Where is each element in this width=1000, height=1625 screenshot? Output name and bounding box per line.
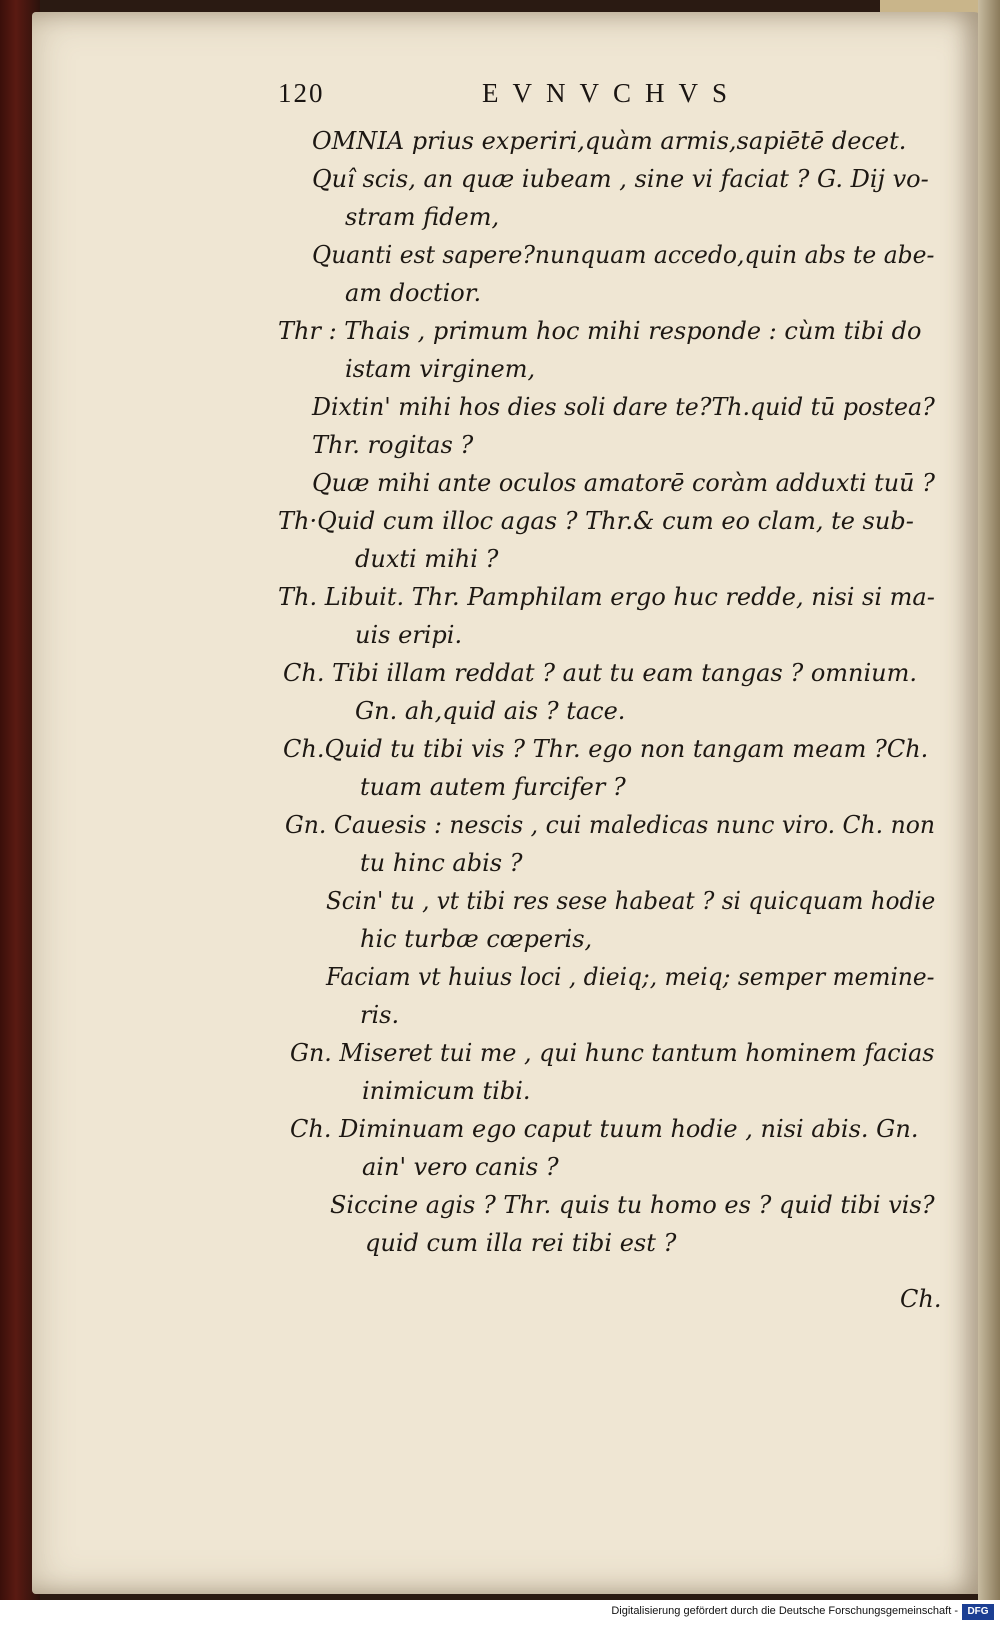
text-line: Dixtin' mihi hos dies soli dare te?Th.quid tū postea? <box>312 393 935 421</box>
text-line: Quanti est sapere?nunquam accedo,quin abs te abe- <box>312 241 935 269</box>
text-line: Thr. rogitas ? <box>312 431 474 459</box>
text-line: Th. Libuit. Thr. Pamphilam ergo huc redde, nisi si ma- <box>278 583 935 611</box>
text-line: Ch. Diminuam ego caput tuum hodie , nisi abis. Gn. <box>290 1115 919 1143</box>
text-line: hic turbæ cœperis, <box>360 925 593 953</box>
text-line: uis eripi. <box>355 621 463 649</box>
text-line: tuam autem furcifer ? <box>360 773 626 801</box>
text-line: Gn. Cauesis : nescis , cui maledicas nunc viro. Ch. non <box>285 811 935 839</box>
text-line: duxti mihi ? <box>355 545 499 573</box>
text-line: quid cum illa rei tibi est ? <box>365 1229 677 1257</box>
page-number: 120 <box>278 78 325 108</box>
text-line: Quî scis, an quæ iubeam , sine vi faciat ? G. Dij vo- <box>312 165 929 193</box>
text-line: Siccine agis ? Thr. quis tu homo es ? quid tibi vis? <box>330 1191 935 1219</box>
catchword: Ch. <box>900 1285 942 1313</box>
text-line: Th·Quid cum illoc agas ? Thr.& cum eo clam, te sub- <box>278 507 914 535</box>
text-line: Faciam vt huius loci , dieiq;, meiq; semper memine- <box>326 963 935 991</box>
text-line: Gn. ah,quid ais ? tace. <box>355 697 626 725</box>
text-line: inimicum tibi. <box>362 1077 531 1105</box>
text-line: stram fidem, <box>345 203 500 231</box>
text-line: am doctior. <box>345 279 482 307</box>
running-title: EVNVCHVS <box>482 78 742 108</box>
text-line: ain' vero canis ? <box>362 1153 559 1181</box>
text-line: istam virginem, <box>345 355 536 383</box>
text-line: OMNIA prius experiri,quàm armis,sapiētē decet. <box>312 127 907 155</box>
text-line: Thr : Thais , primum hoc mihi responde : cùm tibi do <box>278 317 922 345</box>
dfg-logo: DFG <box>962 1604 994 1620</box>
text-line: Ch. Tibi illam reddat ? aut tu eam tangas ? omnium. <box>283 659 918 687</box>
page-edge <box>978 0 1000 1600</box>
footer-bar <box>0 1600 1000 1625</box>
text-line: Quæ mihi ante oculos amatorē coràm adduxti tuū ? <box>312 469 935 497</box>
text-line: ris. <box>360 1001 400 1029</box>
text-line: Ch.Quid tu tibi vis ? Thr. ego non tangam meam ?Ch. <box>283 735 929 763</box>
text-line: Scin' tu , vt tibi res sese habeat ? si quicquam hodie <box>326 887 936 915</box>
text-line: Gn. Miseret tui me , qui hunc tantum hominem facias <box>290 1039 935 1067</box>
footer-credit: Digitalisierung gefördert durch die Deutsche Forschungsgemeinschaft - <box>611 1605 958 1617</box>
text-line: tu hinc abis ? <box>360 849 523 877</box>
